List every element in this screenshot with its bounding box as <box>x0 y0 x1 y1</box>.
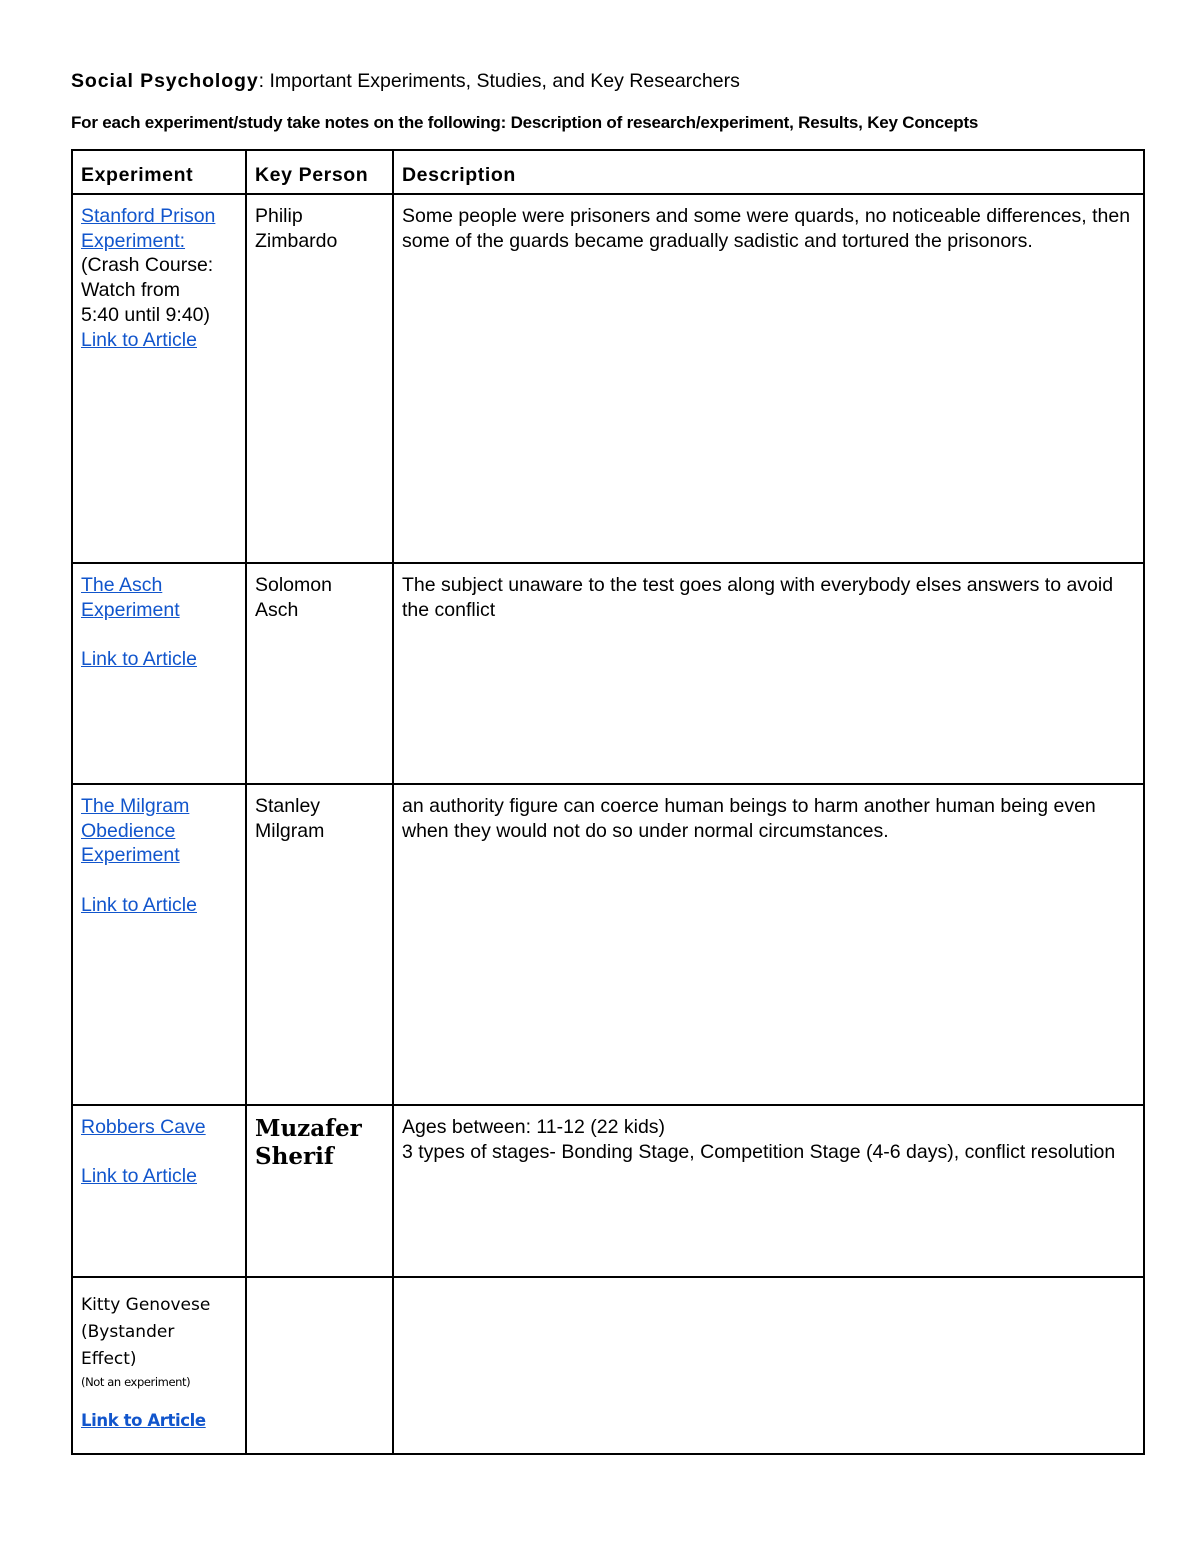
person-name: Muzafer <box>255 1115 362 1142</box>
key-person-cell <box>246 784 393 1105</box>
title-subject: Social Psychology <box>71 70 259 92</box>
experiment-cell <box>72 1277 246 1454</box>
description-cell: The subject unaware to the test goes along with everybody elses answers to avoid the conflict <box>393 563 1144 784</box>
title-rest: : Important Experiments, Studies, and Key Researchers <box>258 70 740 92</box>
person-name: Solomon <box>255 574 332 596</box>
experiment-title: Kitty Genovese <box>81 1295 211 1315</box>
article-link[interactable]: Link to Article <box>81 648 197 671</box>
column-header-experiment: Experiment <box>72 150 246 194</box>
person-name: Zimbardo <box>255 229 338 252</box>
table-row <box>72 1277 1144 1454</box>
experiment-cell <box>72 563 246 784</box>
page-title <box>71 70 740 93</box>
table-row <box>72 1105 1144 1277</box>
link-line: The Asch <box>81 574 163 596</box>
person-name: Asch <box>255 598 299 621</box>
description-cell[interactable] <box>393 1277 1144 1454</box>
experiment-note: (Not an experiment) <box>81 1375 191 1389</box>
stanford-prison-link[interactable]: Stanford Prison Experiment: <box>81 205 216 252</box>
key-person-cell[interactable] <box>246 1277 393 1454</box>
link-line: Obedience <box>81 819 176 842</box>
column-header-key-person: Key Person <box>246 150 393 194</box>
experiment-title: Effect) <box>81 1349 137 1369</box>
description-cell: an authority figure can coerce human beings to harm another human being even when they would not do so under normal circumstances. <box>393 784 1144 1105</box>
experiments-table <box>71 149 1145 1455</box>
article-link[interactable]: Link to Article <box>81 893 197 916</box>
experiment-cell <box>72 784 246 1105</box>
article-link[interactable]: Link to Article <box>81 1411 206 1430</box>
person-name: Milgram <box>255 819 325 842</box>
table-header-row <box>72 150 1144 194</box>
experiment-cell <box>72 1105 246 1277</box>
description-cell: Some people were prisoners and some were quards, no noticeable differences, then some of the guards became gradually sadistic and tortured the prisonors. <box>393 194 1144 563</box>
article-link[interactable]: Link to Article <box>81 328 197 351</box>
experiment-note: Watch from <box>81 279 180 302</box>
table-row <box>72 784 1144 1105</box>
experiment-title: (Bystander <box>81 1322 175 1342</box>
person-name: Philip <box>255 205 303 227</box>
robbers-cave-link[interactable]: Robbers Cave <box>81 1116 206 1138</box>
milgram-experiment-link[interactable] <box>81 794 237 868</box>
key-person-cell <box>246 1105 393 1277</box>
experiment-note: 5:40 until 9:40) <box>81 303 211 326</box>
table-row <box>72 563 1144 784</box>
description-cell <box>393 1105 1144 1277</box>
instructions: For each experiment/study take notes on the following: Description of research/experiment, Results, Key Concepts <box>71 113 979 132</box>
key-person-cell <box>246 194 393 563</box>
person-name: Sherif <box>255 1143 334 1170</box>
link-line: Experiment <box>81 598 180 621</box>
column-header-description: Description <box>393 150 1144 194</box>
table-row <box>72 194 1144 563</box>
description-line: 3 types of stages- Bonding Stage, Competition Stage (4-6 days), conflict resolution <box>402 1140 1116 1163</box>
key-person-cell <box>246 563 393 784</box>
article-link[interactable]: Link to Article <box>81 1165 197 1188</box>
description-line: Ages between: 11-12 (22 kids) <box>402 1116 666 1138</box>
experiment-cell <box>72 194 246 563</box>
experiment-note: (Crash Course: <box>81 254 214 277</box>
person-name: Stanley <box>255 795 321 817</box>
asch-experiment-link[interactable] <box>81 573 237 622</box>
link-line: Experiment <box>81 844 180 867</box>
link-line: The Milgram <box>81 795 190 817</box>
